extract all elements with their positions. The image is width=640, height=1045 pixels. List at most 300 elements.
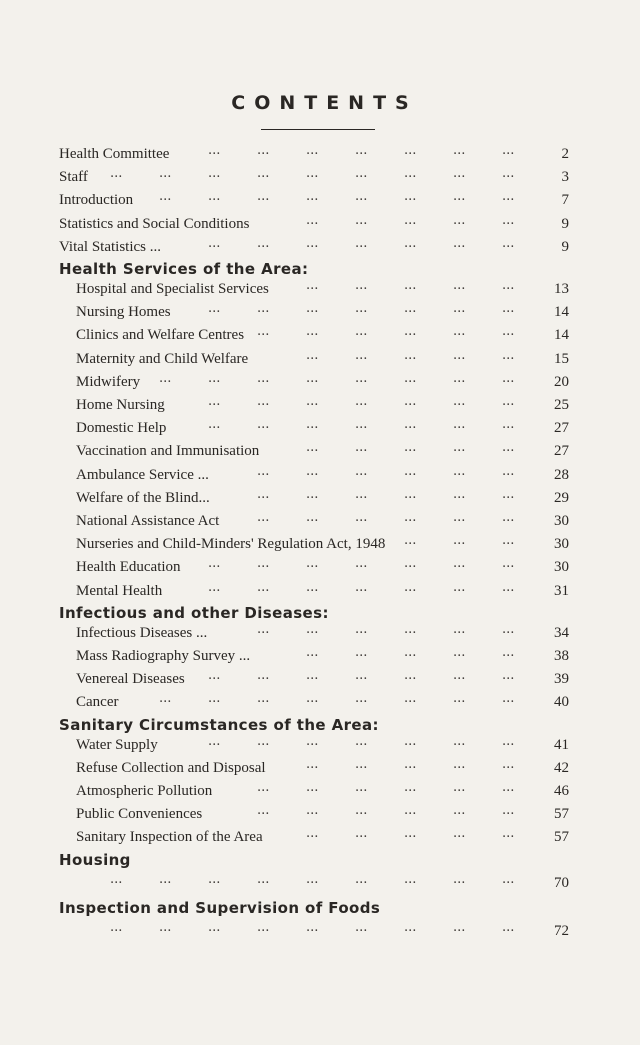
leader-dot: ... [502,166,515,182]
leader-dot: ... [404,510,417,525]
toc-page-number: 15 [554,350,569,367]
leader-dot: ... [355,919,368,935]
leader-dot: ... [355,212,368,228]
toc-entry-label: Maternity and Child Welfare [76,350,249,367]
leader-dot: ... [453,301,466,317]
leader-dot: ... [355,324,368,340]
leader-dot: ... [306,733,319,749]
leader-dot: ... [355,510,368,525]
toc-page-number: 30 [554,536,569,553]
leader-dot: ... [257,235,270,251]
leader-dot: ... [502,143,515,158]
leader-dot: ... [257,394,270,409]
leader-dot: ... [306,871,319,887]
leader-dots [0,622,640,644]
leader-dot: ... [306,166,319,182]
leader-dot: ... [453,278,466,293]
leader-dot: ... [306,143,319,158]
toc-page-number: 39 [554,671,569,688]
toc-entry[interactable] [0,920,640,942]
toc-entry-label: Midwifery [76,373,141,390]
leader-dot: ... [159,691,172,707]
leader-dot: ... [502,301,515,317]
toc-entry-label: Nursing Homes [76,304,171,321]
leader-dot: ... [355,871,368,887]
leader-dot: ... [208,166,221,182]
leader-dot: ... [453,440,466,456]
leader-dot: ... [453,780,466,795]
leader-dot: ... [453,417,466,433]
leader-dot: ... [453,370,466,386]
leader-dots [0,803,640,825]
leader-dot: ... [502,189,515,205]
leader-dot: ... [502,668,515,684]
toc-entry[interactable] [0,166,640,188]
leader-dot: ... [355,463,368,479]
leader-dot: ... [257,871,270,887]
leader-dot: ... [306,780,319,795]
toc-entry-label: Welfare of the Blind... [76,489,210,506]
leader-dot: ... [208,919,221,935]
toc-entry[interactable] [0,464,640,486]
leader-dot: ... [355,440,368,456]
leader-dot: ... [306,486,319,502]
toc-page-number: 28 [554,466,569,483]
leader-dots [0,394,640,416]
toc-page-number: 9 [561,238,569,255]
leader-dot: ... [502,691,515,707]
toc-entry-label: Nurseries and Child-Minders' Regulation Act, 1948 [76,536,386,553]
leader-dot: ... [355,166,368,182]
leader-dot: ... [502,826,515,842]
leader-dot: ... [208,417,221,433]
leader-dot: ... [257,803,270,819]
toc-entry-label: Mental Health [76,582,163,599]
leader-dot: ... [404,463,417,479]
toc-page-number: 57 [554,806,569,823]
leader-dot: ... [502,780,515,795]
toc-entry-label: Staff [59,169,88,186]
leader-dot: ... [355,235,368,251]
toc-page-number: 46 [554,783,569,799]
leader-dots [0,464,640,486]
leader-dot: ... [208,871,221,887]
toc-page-number: 57 [554,829,569,846]
leader-dot: ... [453,556,466,572]
leader-dot: ... [257,463,270,479]
leader-dot: ... [208,733,221,749]
leader-dot: ... [453,235,466,251]
leader-dot: ... [404,733,417,749]
toc-page-number: 30 [554,559,569,576]
leader-dot: ... [404,826,417,842]
leader-dots [0,668,640,690]
leader-dot: ... [306,440,319,456]
leader-dot: ... [110,166,123,182]
leader-dot: ... [257,301,270,317]
leader-dot: ... [355,301,368,317]
leader-dot: ... [355,189,368,205]
leader-dot: ... [257,668,270,684]
toc-entry[interactable] [0,324,640,346]
toc-entry-label: Atmospheric Pollution [76,783,213,799]
leader-dots [0,324,640,346]
toc-page-number: 2 [561,146,569,162]
toc-entry-label: Mass Radiography Survey ... [76,648,251,664]
leader-dot: ... [257,919,270,935]
leader-dot: ... [453,645,466,660]
leader-dot: ... [502,486,515,502]
leader-dot: ... [355,370,368,386]
leader-dot: ... [257,691,270,707]
leader-dot: ... [257,780,270,795]
leader-dots [0,872,640,894]
leader-dot: ... [257,579,270,595]
toc-page-number: 70 [554,874,569,891]
leader-dot: ... [355,691,368,707]
leader-dot: ... [159,166,172,182]
leader-dot: ... [208,556,221,572]
toc-page-number: 7 [561,192,569,209]
toc-section-heading: Infectious and other Diseases: [59,603,329,622]
leader-dot: ... [404,235,417,251]
leader-dot: ... [355,556,368,572]
leader-dot: ... [404,919,417,935]
leader-dot: ... [208,301,221,317]
toc-entry[interactable] [0,780,640,802]
leader-dot: ... [404,189,417,205]
toc-entry-label: Refuse Collection and Disposal [76,759,266,776]
toc-entry[interactable] [0,301,640,323]
leader-dot: ... [208,143,221,158]
leader-dot: ... [404,143,417,158]
toc-entry-label: Domestic Help [76,420,167,437]
leader-dot: ... [404,370,417,386]
leader-dots [0,780,640,802]
leader-dot: ... [355,668,368,684]
leader-dot: ... [502,212,515,228]
leader-dots [0,236,640,258]
leader-dot: ... [306,417,319,433]
leader-dot: ... [502,510,515,525]
toc-page-number: 3 [561,169,569,186]
toc-entry[interactable] [0,189,640,211]
leader-dot: ... [502,440,515,456]
toc-entry-label: Health Education [76,559,181,576]
leader-dot: ... [404,780,417,795]
leader-dot: ... [453,871,466,887]
toc-entry[interactable] [0,348,640,370]
leader-dot: ... [404,278,417,293]
leader-dot: ... [159,189,172,205]
leader-dot: ... [355,733,368,749]
leader-dot: ... [404,533,417,549]
leader-dot: ... [306,510,319,525]
leader-dots [0,371,640,393]
toc-entry-label: Water Supply [76,736,158,753]
leader-dot: ... [502,579,515,595]
toc-page-number: 34 [554,624,569,641]
toc-section-heading: Sanitary Circumstances of the Area: [59,715,379,734]
leader-dot: ... [355,780,368,795]
leader-dot: ... [404,324,417,340]
leader-dot: ... [502,556,515,572]
toc-entry[interactable] [0,622,640,644]
toc-entry[interactable] [0,872,640,894]
leader-dot: ... [355,826,368,842]
toc-entry[interactable] [0,826,640,848]
toc-page-number: 38 [554,648,569,664]
leader-dots [0,348,640,370]
leader-dot: ... [404,871,417,887]
leader-dot: ... [306,645,319,660]
leader-dot: ... [208,668,221,684]
toc-entry[interactable] [0,734,640,756]
toc-entry[interactable] [0,417,640,439]
leader-dot: ... [453,212,466,228]
leader-dot: ... [355,347,368,363]
leader-dot: ... [257,621,270,637]
leader-dot: ... [502,645,515,660]
leader-dot: ... [404,556,417,572]
leader-dot: ... [306,579,319,595]
leader-dot: ... [502,278,515,293]
toc-section-heading: Inspection and Supervision of Foods [59,898,381,917]
toc-entry[interactable] [0,556,640,578]
leader-dot: ... [208,394,221,409]
leader-dot: ... [404,166,417,182]
leader-dots [0,691,640,713]
leader-dot: ... [208,235,221,251]
toc-entry-label: Infectious Diseases ... [76,624,208,641]
toc-page-number: 14 [554,304,569,321]
toc-entry-label: Introduction [59,192,134,209]
leader-dot: ... [306,803,319,819]
toc-entry-label: Home Nursing [76,397,165,413]
toc-entry-label: Venereal Diseases [76,671,185,688]
leader-dot: ... [404,645,417,660]
leader-dot: ... [306,668,319,684]
toc-entry[interactable] [0,645,640,667]
toc-page-number: 9 [561,215,569,232]
leader-dot: ... [355,486,368,502]
leader-dots [0,645,640,667]
toc-entry[interactable] [0,278,640,300]
leader-dot: ... [453,510,466,525]
leader-dot: ... [502,324,515,340]
leader-dots [0,213,640,235]
leader-dot: ... [355,579,368,595]
toc-entry-label: Health Committee [59,146,170,162]
leader-dot: ... [453,691,466,707]
leader-dot: ... [453,486,466,502]
leader-dot: ... [257,417,270,433]
toc-entry[interactable] [0,580,640,602]
toc-entry-label: National Assistance Act [76,513,220,529]
toc-entry-label: Clinics and Welfare Centres [76,327,245,344]
leader-dot: ... [453,347,466,363]
leader-dot: ... [306,278,319,293]
leader-dot: ... [453,621,466,637]
toc-entry[interactable] [0,691,640,713]
toc-entry[interactable] [0,510,640,532]
leader-dot: ... [404,394,417,409]
leader-dot: ... [159,871,172,887]
leader-dot: ... [306,370,319,386]
leader-dot: ... [502,733,515,749]
leader-dot: ... [257,510,270,525]
leader-dot: ... [453,919,466,935]
leader-dot: ... [502,347,515,363]
leader-dot: ... [355,803,368,819]
toc-section-heading: Housing [59,850,131,869]
leader-dots [0,757,640,779]
leader-dot: ... [257,189,270,205]
leader-dot: ... [306,756,319,772]
leader-dot: ... [502,919,515,935]
toc-entry-label: Public Conveniences [76,806,203,823]
toc-page-number: 25 [554,397,569,413]
toc-page-number: 41 [554,736,569,753]
leader-dot: ... [502,394,515,409]
leader-dots [0,301,640,323]
leader-dot: ... [453,668,466,684]
leader-dots [0,556,640,578]
leader-dot: ... [306,826,319,842]
toc-entry-label: Hospital and Specialist Services [76,281,269,297]
leader-dot: ... [306,919,319,935]
leader-dot: ... [404,301,417,317]
leader-dot: ... [502,621,515,637]
leader-dot: ... [355,417,368,433]
leader-dot: ... [208,189,221,205]
leader-dot: ... [355,394,368,409]
leader-dot: ... [453,143,466,158]
leader-dot: ... [404,756,417,772]
leader-dot: ... [502,370,515,386]
toc-entry-label: Cancer [76,694,119,711]
leader-dots [0,278,640,300]
toc-entry-label: Vital Statistics ... [59,238,162,255]
leader-dot: ... [159,370,172,386]
toc-section-heading: Health Services of the Area: [59,260,309,278]
leader-dot: ... [502,871,515,887]
toc-page-number: 40 [554,694,569,711]
toc-page-number: 31 [554,582,569,599]
leader-dot: ... [306,324,319,340]
leader-dot: ... [453,189,466,205]
leader-dot: ... [355,143,368,158]
leader-dot: ... [355,645,368,660]
leader-dots [0,487,640,509]
leader-dot: ... [453,463,466,479]
leader-dots [0,417,640,439]
leader-dots [0,189,640,211]
leader-dot: ... [502,803,515,819]
leader-dot: ... [502,463,515,479]
leader-dot: ... [306,189,319,205]
leader-dot: ... [306,556,319,572]
toc-entry-label: Statistics and Social Conditions [59,215,250,232]
leader-dot: ... [453,756,466,772]
toc-entry[interactable] [0,440,640,462]
leader-dots [0,440,640,462]
leader-dot: ... [208,370,221,386]
toc-entry[interactable] [0,668,640,690]
toc-entry[interactable] [0,236,640,258]
leader-dot: ... [404,486,417,502]
toc-page-number: 29 [554,489,569,506]
leader-dot: ... [502,417,515,433]
leader-dot: ... [355,278,368,293]
toc-page-number: 72 [554,922,569,939]
toc-entry-label: Vaccination and Immunisation [76,443,260,460]
leader-dot: ... [404,668,417,684]
leader-dot: ... [306,212,319,228]
leader-dot: ... [502,756,515,772]
toc-entry[interactable] [0,394,640,416]
toc-entry[interactable] [0,803,640,825]
toc-entry[interactable] [0,213,640,235]
leader-dot: ... [257,556,270,572]
leader-dot: ... [404,579,417,595]
leader-dot: ... [453,394,466,409]
leader-dot: ... [404,212,417,228]
leader-dot: ... [306,301,319,317]
leader-dot: ... [404,347,417,363]
leader-dot: ... [208,691,221,707]
leader-dots [0,166,640,188]
toc-page-number: 20 [554,373,569,390]
leader-dot: ... [453,533,466,549]
leader-dot: ... [404,803,417,819]
leader-dot: ... [453,579,466,595]
leader-dot: ... [110,871,123,887]
title-rule [261,129,375,130]
leader-dot: ... [257,166,270,182]
toc-entry-label: Ambulance Service ... [76,466,209,483]
leader-dot: ... [502,533,515,549]
leader-dots [0,510,640,532]
toc-entry[interactable] [0,533,640,555]
toc-entry[interactable] [0,371,640,393]
leader-dot: ... [355,756,368,772]
leader-dot: ... [306,347,319,363]
toc-entry[interactable] [0,487,640,509]
leader-dot: ... [404,621,417,637]
toc-entry-label: Sanitary Inspection of the Area [76,829,263,846]
leader-dot: ... [404,691,417,707]
leader-dot: ... [159,919,172,935]
leader-dot: ... [306,235,319,251]
toc-page-number: 14 [554,327,569,344]
leader-dot: ... [306,691,319,707]
page-title: CONTENTS [231,92,418,114]
leader-dot: ... [453,166,466,182]
leader-dot: ... [257,324,270,340]
leader-dot: ... [355,621,368,637]
leader-dot: ... [453,324,466,340]
leader-dots [0,580,640,602]
leader-dots [0,734,640,756]
leader-dots [0,533,640,555]
toc-entry[interactable] [0,757,640,779]
toc-page-number: 13 [554,281,569,297]
leader-dot: ... [257,486,270,502]
leader-dot: ... [453,826,466,842]
leader-dot: ... [257,370,270,386]
toc-entry[interactable] [0,143,640,165]
